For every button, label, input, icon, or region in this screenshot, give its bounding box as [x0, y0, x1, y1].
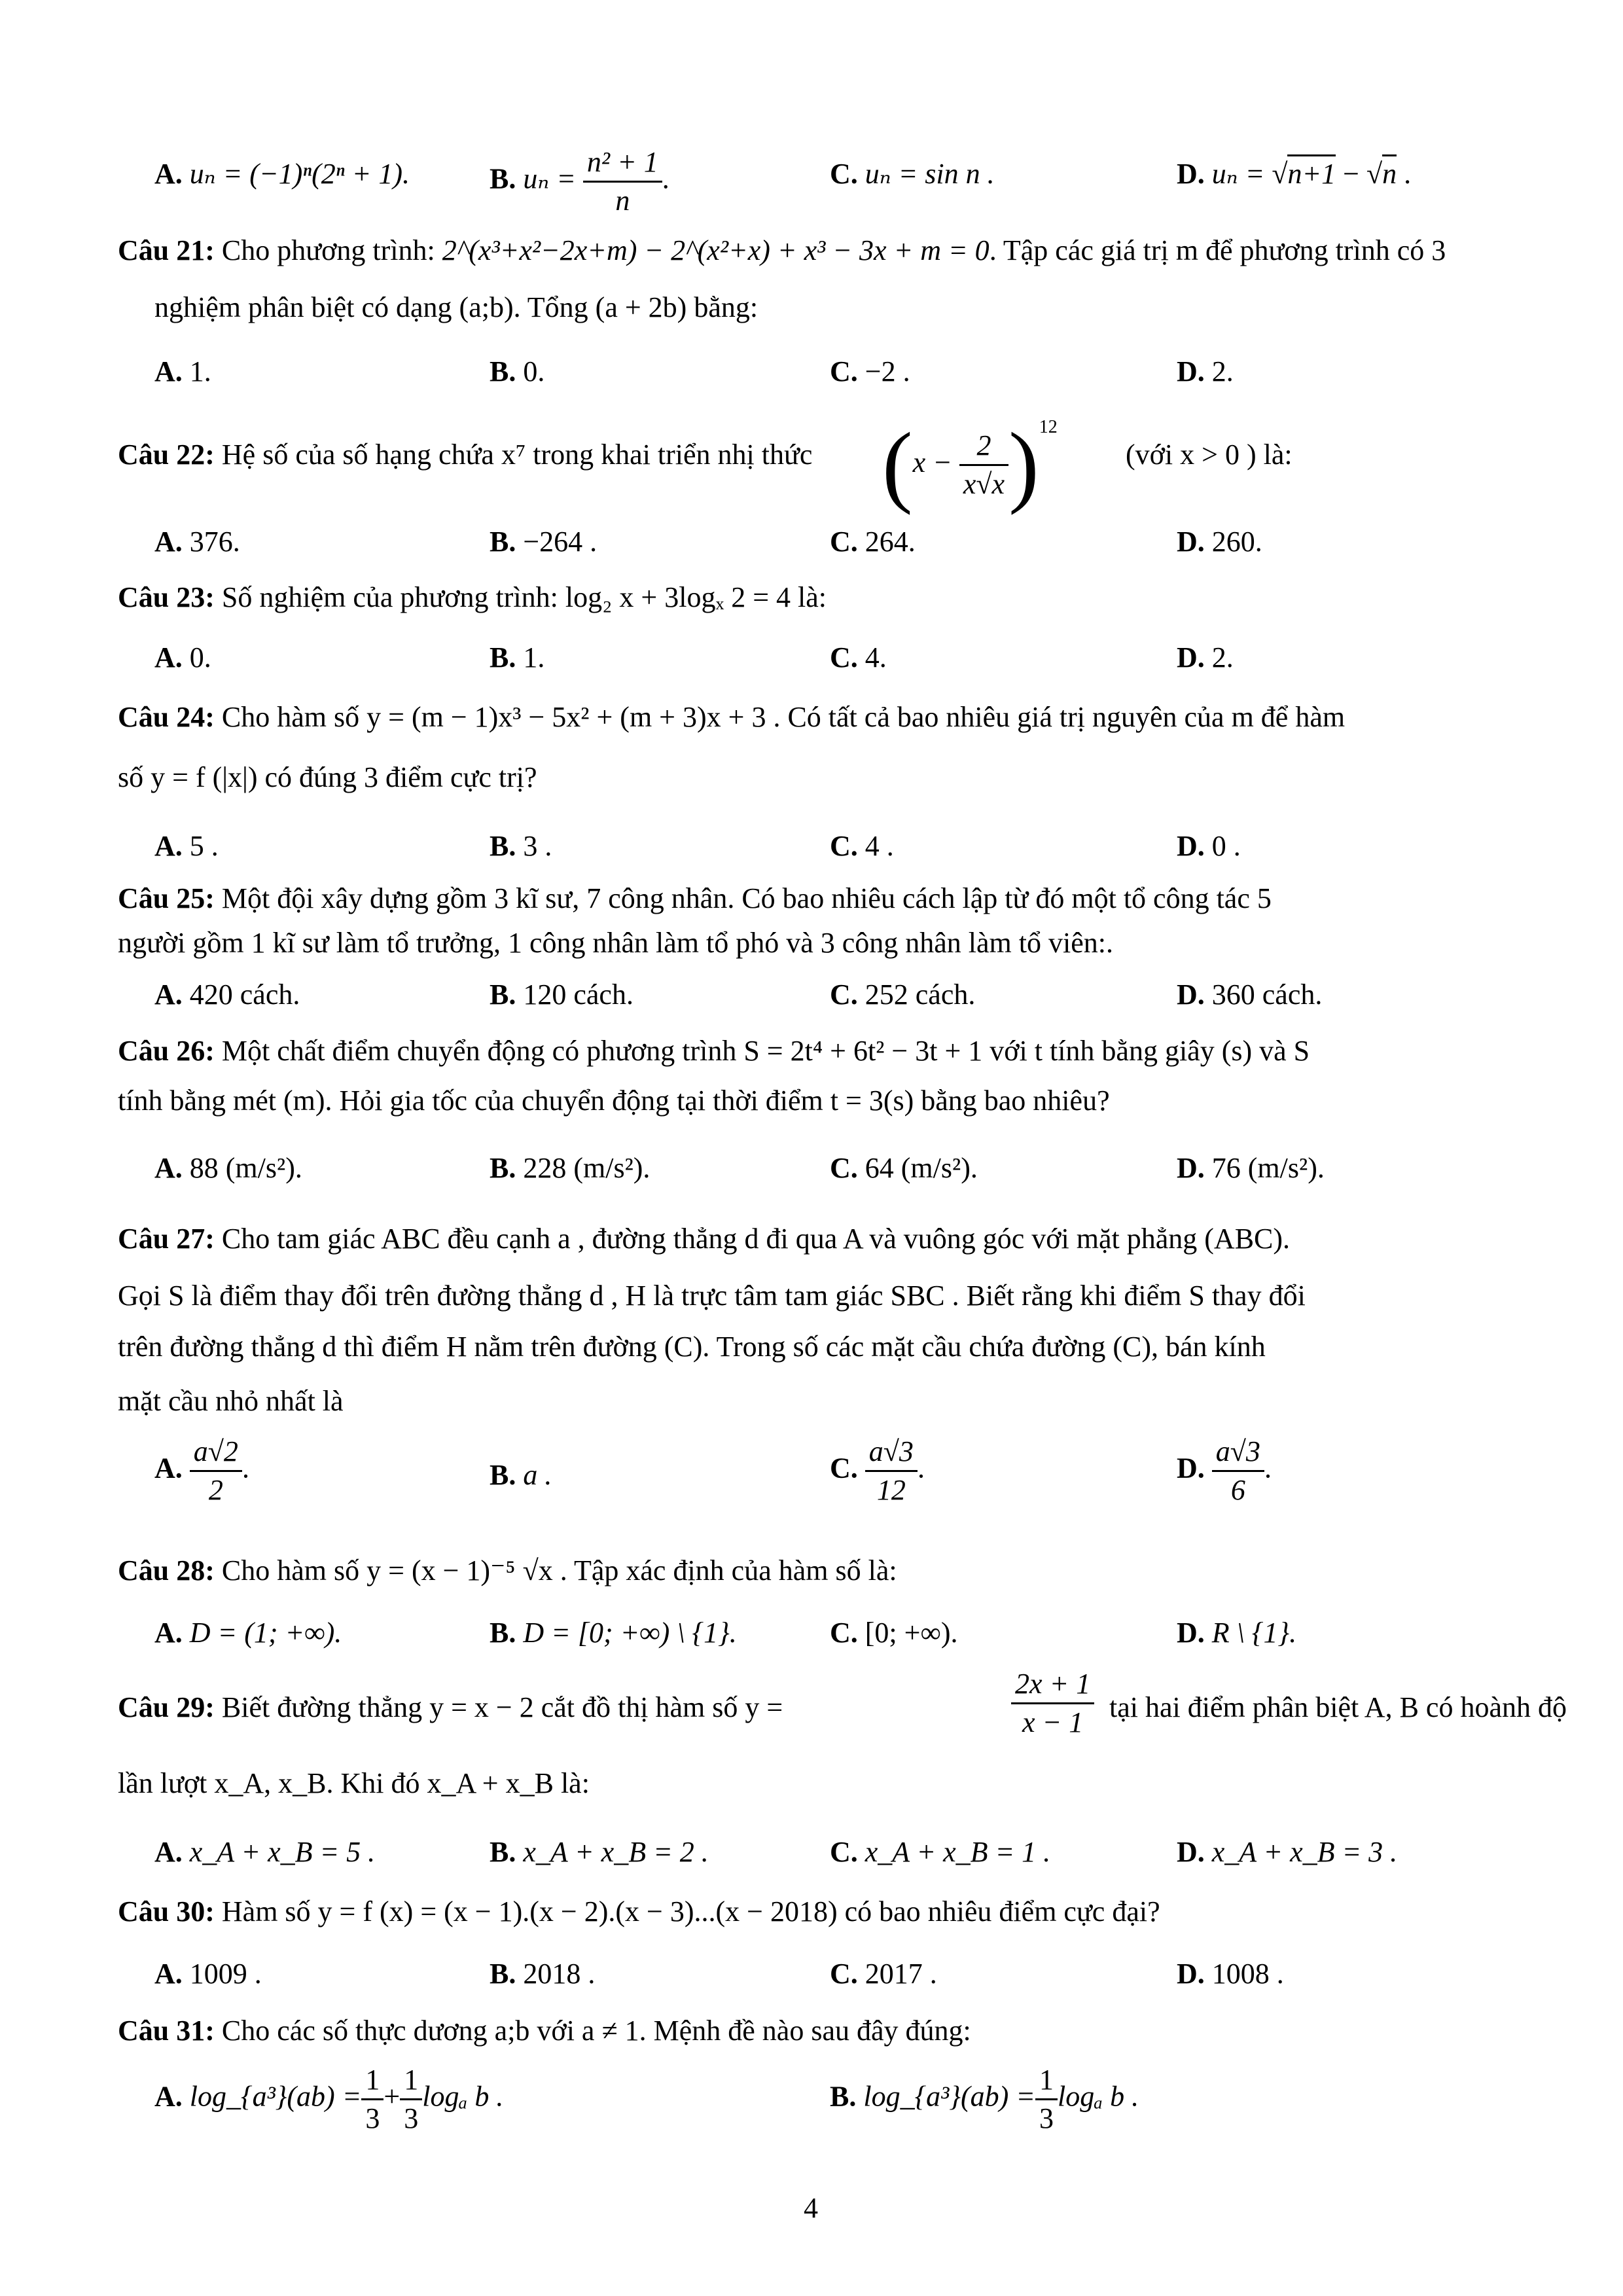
q21-stem-line2: nghiệm phân biệt có dạng (a;b). Tổng (a + 2b) bằng: [154, 291, 758, 323]
q27-stem-line4: mặt cầu nhỏ nhất là [118, 1385, 344, 1417]
q22-binomial: (x − $\frac{2}{x√x}$ )$^{12}$ [882, 414, 1058, 516]
q29-stem-line2: lần lượt x_A, x_B. Khi đó x_A + x_B là: [118, 1767, 590, 1799]
q31-stem: Câu 31: Cho các số thực dương a;b với a ≠ 1. Mệnh đề nào sau đây đúng: [118, 2015, 971, 2047]
q26-stem-line2: tính bằng mét (m). Hỏi gia tốc của chuyển động tại thời điểm t = 3(s) bằng bao nhiêu? [118, 1085, 1110, 1117]
q30-stem: Câu 30: Hàm số y = f (x) = (x − 1).(x − 2).(x − 3)...(x − 2018) có bao nhiêu điểm cực đại? [118, 1895, 1160, 1928]
q21-stem: Câu 21: Cho phương trình: 2^(x³+x²−2x+m) − 2^(x²+x) + x³ − 3x + m = 0. Tập các giá trị m để phương trình có 3 [118, 234, 1446, 266]
q23-stem: Câu 23: Số nghiệm của phương trình: log₂ x + 3logₓ 2 = 4 là: [118, 581, 827, 613]
q27-stem: Câu 27: Cho tam giác ABC đều cạnh a , đường thẳng d đi qua A và vuông góc với mặt phẳng (ABC). [118, 1223, 1291, 1255]
q27-stem-line3: trên đường thẳng d thì điểm H nằm trên đường (C). Trong số các mặt cầu chứa đường (C), bán kính [118, 1331, 1266, 1363]
q25-stem: Câu 25: Một đội xây dựng gồm 3 kĩ sư, 7 công nhân. Có bao nhiêu cách lập từ đó một tổ công tác 5 [118, 882, 1272, 914]
q31-options: A. log_{a³}(ab) = $\frac{1}{3}$ + $\frac{1}{3}$ logₐ b . B. log_{a³}(ab) = $\frac{1}{3}$ logₐ b . [154, 2062, 1463, 2147]
q24-stem: Câu 24: Cho hàm số y = (m − 1)x³ − 5x² + (m + 3)x + 3 . Có tất cả bao nhiêu giá trị nguyên của m để hàm [118, 701, 1346, 733]
q21-equation: 2^(x³+x²−2x+m) − 2^(x²+x) + x³ − 3x + m = 0 [442, 234, 990, 266]
q25-stem-line2: người gồm 1 kĩ sư làm tổ trưởng, 1 công nhân làm tổ phó và 3 công nhân làm tổ viên:. [118, 927, 1113, 959]
page-number: 4 [804, 2192, 818, 2224]
q20-option-a: A. uₙ = (−1)ⁿ(2ⁿ + 1). [154, 158, 410, 190]
q27-options: A. $\frac{a√2}{2}$ . B. a . C. $\frac{a√3}{12}$ . D. $\frac{a√3}{6}$ . [154, 1433, 1463, 1518]
q24-stem-line2: số y = f (|x|) có đúng 3 điểm cực trị? [118, 761, 537, 793]
q26-stem: Câu 26: Một chất điểm chuyển động có phương trình S = 2t⁴ + 6t² − 3t + 1 với t tính bằng giây (s) và S [118, 1035, 1310, 1067]
q20-option-c: C. uₙ = sin n . [830, 158, 995, 190]
q20-option-d: D. uₙ = √n+1 − √n . [1177, 156, 1411, 192]
q27-stem-line2: Gọi S là điểm thay đổi trên đường thẳng d , H là trực tâm tam giác SBC . Biết rằng khi điểm S thay đổi [118, 1280, 1306, 1312]
q20-option-b: B. uₙ = $\frac{\text{n² + 1}}{n}$ . [490, 144, 669, 219]
q28-stem: Câu 28: Cho hàm số y = (x − 1)⁻⁵ √x . Tập xác định của hàm số là: [118, 1554, 897, 1587]
